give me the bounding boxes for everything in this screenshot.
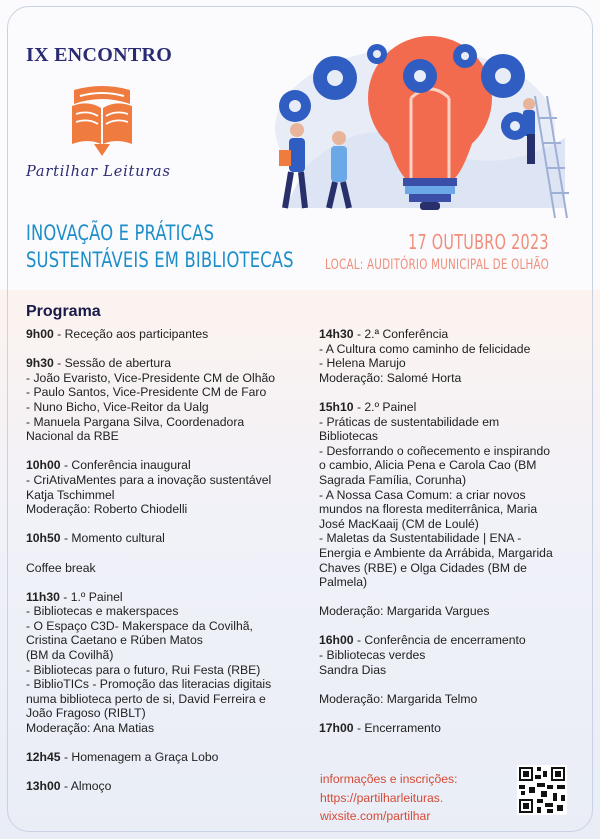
- event-title-line2: SUSTENTÁVEIS EM BIBLIOTECAS: [26, 248, 294, 272]
- program-item-heading: [26, 531, 308, 546]
- program-item-heading: [319, 633, 579, 648]
- program-spacer: [319, 677, 579, 692]
- program-line: - Práticas de sustentabilidade em: [319, 414, 500, 429]
- program-line: João Fragoso (RIBLT): [26, 706, 146, 721]
- program-item-heading: [319, 327, 579, 342]
- program-session: Encerramento: [364, 721, 441, 736]
- qr-code-icon[interactable]: [517, 765, 567, 815]
- program-time: 15h10: [319, 399, 354, 414]
- lightbulb-gears-illustration: [265, 18, 583, 218]
- program-line: Sandra Dias: [319, 662, 387, 677]
- program-line: Bibliotecas: [319, 429, 378, 444]
- program-time: 11h30: [26, 589, 60, 604]
- program-line: Sagrada Família, Corunha): [319, 472, 466, 487]
- event-location: LOCAL: AUDITÓRIO MUNICIPAL DE OLHÃO: [325, 257, 550, 273]
- program-session: Momento cultural: [71, 531, 165, 546]
- program-line: Cristina Caetano e Rúben Matos: [26, 633, 203, 648]
- program-item: [26, 356, 308, 444]
- brand-name: Partilhar Leituras: [26, 164, 171, 180]
- program-session: 1.º Painel: [70, 589, 123, 604]
- program-item: [26, 750, 308, 765]
- program-line: Katja Tschimmel: [26, 487, 115, 502]
- program-line: - Paulo Santos, Vice-Presidente CM de Faro: [26, 385, 267, 400]
- program-time: 17h00: [319, 721, 354, 736]
- program-item-heading: [26, 327, 308, 342]
- program-session: Receção aos participantes: [64, 327, 209, 341]
- program-line: - O Espaço C3D- Makerspace da Covilhã,: [26, 618, 253, 633]
- program-session: Conferência inaugural: [71, 458, 191, 473]
- program-item: [319, 633, 579, 706]
- event-date: 17 OUTUBRO 2023: [408, 230, 549, 254]
- registration-label: informações e inscrições:: [320, 772, 458, 786]
- program-item-heading: [26, 590, 308, 605]
- program-line: Moderação: Roberto Chiodelli: [26, 502, 188, 517]
- program-time: 16h00: [319, 633, 354, 648]
- time-separator: -: [60, 750, 72, 765]
- program-session: Sessão de abertura: [64, 356, 171, 371]
- program-item: [319, 400, 579, 619]
- program-spacer: [319, 590, 579, 605]
- program-item: [26, 779, 308, 794]
- program-line: José MacKaaij (CM de Loulé): [319, 516, 479, 531]
- time-separator: -: [59, 589, 71, 604]
- program-line: - BiblioTICs - Promoção das literacias digitais: [26, 677, 272, 692]
- program-item-heading: [319, 400, 579, 415]
- program-time: 9h00: [26, 327, 54, 341]
- program-line: Coffee break: [26, 560, 96, 575]
- time-separator: -: [353, 633, 365, 648]
- registration-url-line1[interactable]: https://partilharleituras.: [320, 790, 444, 805]
- program-line: Energia e Ambiente da Arrábida, Margarida: [319, 545, 553, 560]
- program-line: - A Cultura como caminho de felicidade: [319, 341, 531, 356]
- program-session: Almoço: [70, 779, 112, 794]
- registration-url-line2[interactable]: wixsite.com/partilhar: [320, 809, 431, 823]
- program-item: [26, 458, 308, 516]
- program-item-heading: [26, 779, 308, 794]
- program-time: 12h45: [26, 750, 61, 765]
- program-line: mundos na floresta mediterrânica, Maria: [319, 502, 538, 517]
- program-column-right: [319, 327, 579, 750]
- event-edition: IX ENCONTRO: [26, 44, 173, 66]
- open-book-logo-icon: [70, 82, 134, 158]
- program-time: 9h30: [26, 356, 54, 371]
- program-line: Moderação: Salomé Horta: [319, 370, 462, 385]
- program-line: - Bibliotecas e makerspaces: [26, 604, 179, 619]
- program-line: - A Nossa Casa Comum: a criar novos: [319, 487, 526, 502]
- program-time: 10h00: [26, 458, 61, 473]
- program-line: o cambio, Alicia Pena e Carola Cao (BM: [319, 458, 537, 473]
- program-session: Homenagem a Graça Lobo: [71, 750, 219, 765]
- program-line: - Manuela Pargana Silva, Coordenadora: [26, 414, 245, 429]
- program-line: Moderação: Ana Matias: [26, 721, 155, 736]
- time-separator: -: [353, 327, 365, 341]
- program-line: - CriAtivaMentes para a inovação sustentável: [26, 472, 272, 487]
- program-line: - Maletas da Sustentabilidade | ENA -: [319, 531, 522, 546]
- program-line: Moderação: Margarida Vargues: [319, 604, 490, 619]
- program-time: 13h00: [26, 779, 61, 794]
- program-line: - Helena Marujo: [319, 356, 406, 371]
- program-heading: Programa: [26, 303, 101, 320]
- program-session: Conferência de encerramento: [364, 633, 526, 648]
- program-line: - Nuno Bicho, Vice-Reitor da Ualg: [26, 399, 209, 414]
- time-separator: -: [53, 356, 65, 371]
- program-session: 2.ª Conferência: [364, 327, 449, 341]
- time-separator: -: [60, 458, 72, 473]
- event-title-line1: INOVAÇÃO E PRÁTICAS: [26, 221, 215, 245]
- program-item: [26, 561, 308, 576]
- program-time: 10h50: [26, 531, 61, 546]
- program-line: Nacional da RBE: [26, 429, 119, 444]
- program-line: Palmela): [319, 575, 368, 590]
- program-line: Chaves (RBE) e Olga Cidades (BM de: [319, 560, 527, 575]
- program-line: numa biblioteca perto de si, David Ferreira e: [26, 691, 266, 706]
- time-separator: -: [353, 721, 365, 736]
- program-session: 2.º Painel: [364, 399, 417, 414]
- program-item-heading: [319, 721, 579, 736]
- program-line: - Desforrando o coñecemento e inspirando: [319, 443, 551, 458]
- event-title: [26, 220, 294, 274]
- program-line: (BM da Covilhã): [26, 648, 114, 663]
- program-item: [319, 327, 579, 385]
- program-line: - Bibliotecas para o futuro, Rui Festa (RBE): [26, 662, 261, 677]
- program-line: - João Evaristo, Vice-Presidente CM de Olhão: [26, 370, 276, 385]
- time-separator: -: [60, 779, 71, 794]
- time-separator: -: [53, 327, 65, 341]
- program-item: [26, 590, 308, 736]
- program-item-heading: [26, 356, 308, 371]
- program-column-left: [26, 327, 308, 809]
- time-separator: -: [60, 531, 72, 546]
- program-line: Moderação: Margarida Telmo: [319, 691, 478, 706]
- time-separator: -: [353, 399, 365, 414]
- program-item: [26, 531, 308, 546]
- program-item-heading: [26, 458, 308, 473]
- program-item: [26, 327, 308, 342]
- program-time: 14h30: [319, 327, 354, 341]
- registration-info: [320, 770, 458, 826]
- program-item: [319, 721, 579, 736]
- program-item-heading: [26, 750, 308, 765]
- program-line: - Bibliotecas verdes: [319, 648, 426, 663]
